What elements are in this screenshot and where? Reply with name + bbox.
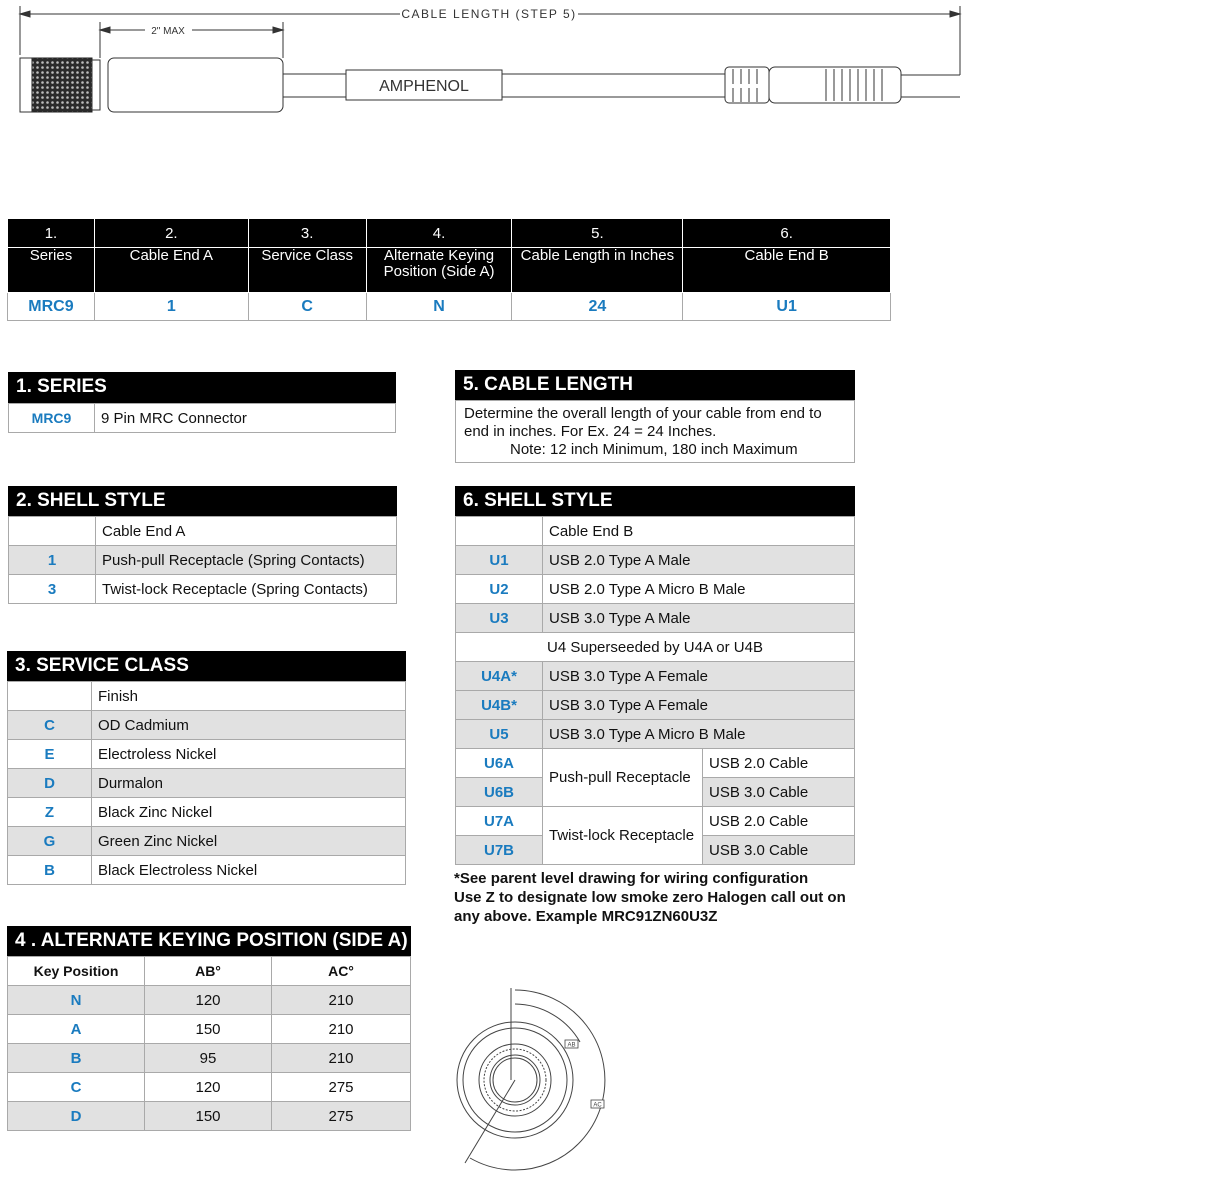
shell-b-desc: USB 3.0 Type A Female [543,691,855,720]
shell-a-code: 1 [9,546,96,575]
table-row [9,517,397,546]
shell-b-desc: USB 2.0 Type A Micro B Male [543,575,855,604]
pn-num-6: 6. [683,219,891,248]
shell-a-header: 2. SHELL STYLE [8,486,397,516]
service-desc: Green Zinc Nickel [92,827,406,856]
table-row [456,517,855,546]
table-row [8,1073,411,1102]
shell-b-desc: USB 3.0 Type A Male [543,604,855,633]
cable-drawing [0,0,980,125]
shell-a-code: 3 [9,575,96,604]
shell-b-desc: USB 2.0 Type A Male [543,546,855,575]
service-desc: Black Electroless Nickel [92,856,406,885]
keying-key: A [8,1015,145,1044]
service-code: E [8,740,92,769]
pn-value-1: MRC9 [8,293,95,321]
ab-label: AB [567,1042,576,1049]
shell-b-desc: USB 3.0 Cable [703,836,855,865]
table-row [456,691,855,720]
series-table [8,403,396,433]
pn-title-2: Cable End A [94,248,248,293]
brand-label: AMPHENOL [379,78,469,95]
series-header: 1. SERIES [8,372,396,403]
service-desc: Electroless Nickel [92,740,406,769]
pn-title-3: Service Class [248,248,366,293]
shell-b-code: U7A [456,807,543,836]
series-desc: 9 Pin MRC Connector [95,404,396,433]
table-row [9,546,397,575]
keying-ab: 150 [145,1015,272,1044]
keying-ac: 210 [272,986,411,1015]
cable-length-label: CABLE LENGTH (STEP 5) [401,7,577,21]
keying-ac: 275 [272,1073,411,1102]
pn-num-5: 5. [512,219,683,248]
table-row [8,1044,411,1073]
table-row [456,633,855,662]
shell-b-table [455,516,855,865]
cable-length-line1: Determine the overall length of your cable from end to [464,405,822,422]
keying-ab: 150 [145,1102,272,1131]
table-row [8,856,406,885]
keying-ab: 95 [145,1044,272,1073]
pn-title-1: Series [8,248,95,293]
service-subheader: Finish [92,682,406,711]
keying-col-key: Key Position [8,957,145,986]
table-row [8,1015,411,1044]
table-row [9,575,397,604]
shell-b-code: U4B* [456,691,543,720]
shell-a-desc: Twist-lock Receptacle (Spring Contacts) [96,575,397,604]
keying-key: B [8,1044,145,1073]
note-line-1: *See parent level drawing for wiring configuration [454,870,809,887]
shell-b-desc: USB 2.0 Cable [703,807,855,836]
part-number-index-row [8,219,891,248]
shell-b-superseded-note: U4 Superseeded by U4A or U4B [456,633,855,662]
pn-num-4: 4. [366,219,512,248]
keying-key: D [8,1102,145,1131]
keying-col-ab: AB° [145,957,272,986]
shell-b-code: U5 [456,720,543,749]
table-row [456,749,855,778]
shell-a-subheader: Cable End A [96,517,397,546]
keying-table [7,956,411,1131]
table-row [8,986,411,1015]
part-number-value-row [8,293,891,321]
service-code: Z [8,798,92,827]
table-row [456,575,855,604]
ac-label: AC [593,1102,602,1109]
notes [454,869,874,926]
table-row [9,404,396,433]
shell-b-code: U6B [456,778,543,807]
keying-ab: 120 [145,986,272,1015]
table-row [456,546,855,575]
shell-b-code: U7B [456,836,543,865]
keying-ac: 275 [272,1102,411,1131]
shell-b-pushpull-label: Push-pull Receptacle [543,749,703,807]
service-table [7,681,406,885]
service-desc: Black Zinc Nickel [92,798,406,827]
shell-b-code: U2 [456,575,543,604]
cable-length-line2: end in inches. For Ex. 24 = 24 Inches. [464,423,717,440]
table-row [456,807,855,836]
note-line-3: any above. Example MRC91ZN60U3Z [454,908,718,925]
shell-b-desc: USB 2.0 Cable [703,749,855,778]
service-code: G [8,827,92,856]
table-row [8,957,411,986]
service-desc: Durmalon [92,769,406,798]
shell-b-code: U6A [456,749,543,778]
service-code: D [8,769,92,798]
shell-b-subheader: Cable End B [543,517,855,546]
keying-col-ac: AC° [272,957,411,986]
shell-b-desc: USB 3.0 Type A Female [543,662,855,691]
keying-position-diagram [445,980,625,1175]
shell-a-table [8,516,397,604]
shell-b-desc: USB 3.0 Type A Micro B Male [543,720,855,749]
shell-b-twistlock-label: Twist-lock Receptacle [543,807,703,865]
table-row [456,604,855,633]
pn-title-6: Cable End B [683,248,891,293]
pn-value-3: C [248,293,366,321]
note-line-2: Use Z to designate low smoke zero Halogen call out on [454,889,846,906]
table-row [8,711,406,740]
keying-ac: 210 [272,1015,411,1044]
shell-b-code: U4A* [456,662,543,691]
series-code: MRC9 [9,404,95,433]
keying-key: C [8,1073,145,1102]
table-row [456,720,855,749]
shell-b-code: U1 [456,546,543,575]
service-desc: OD Cadmium [92,711,406,740]
pn-num-2: 2. [94,219,248,248]
max-length-label: 2" MAX [151,26,185,37]
pn-value-4: N [366,293,512,321]
table-row [456,662,855,691]
service-code: C [8,711,92,740]
keying-header: 4 . ALTERNATE KEYING POSITION (SIDE A) [7,926,411,956]
part-number-table [7,218,891,321]
shell-a-desc: Push-pull Receptacle (Spring Contacts) [96,546,397,575]
pn-title-5: Cable Length in Inches [512,248,683,293]
cable-length-box [455,400,855,463]
keying-ac: 210 [272,1044,411,1073]
pn-value-6: U1 [683,293,891,321]
pn-value-2: 1 [94,293,248,321]
table-row [8,1102,411,1131]
pn-num-1: 1. [8,219,95,248]
table-row [8,798,406,827]
service-header: 3. SERVICE CLASS [7,651,406,681]
table-row [8,740,406,769]
keying-key: N [8,986,145,1015]
cable-length-note: Note: 12 inch Minimum, 180 inch Maximum [510,441,798,458]
table-row [8,769,406,798]
pn-num-3: 3. [248,219,366,248]
part-number-title-row [8,248,891,293]
table-row [8,827,406,856]
shell-b-code: U3 [456,604,543,633]
shell-b-header: 6. SHELL STYLE [455,486,855,516]
service-code: B [8,856,92,885]
pn-value-5: 24 [512,293,683,321]
table-row [8,682,406,711]
pn-title-4: Alternate Keying Position (Side A) [366,248,512,293]
shell-b-desc: USB 3.0 Cable [703,778,855,807]
keying-ab: 120 [145,1073,272,1102]
cable-length-header: 5. CABLE LENGTH [455,370,855,400]
